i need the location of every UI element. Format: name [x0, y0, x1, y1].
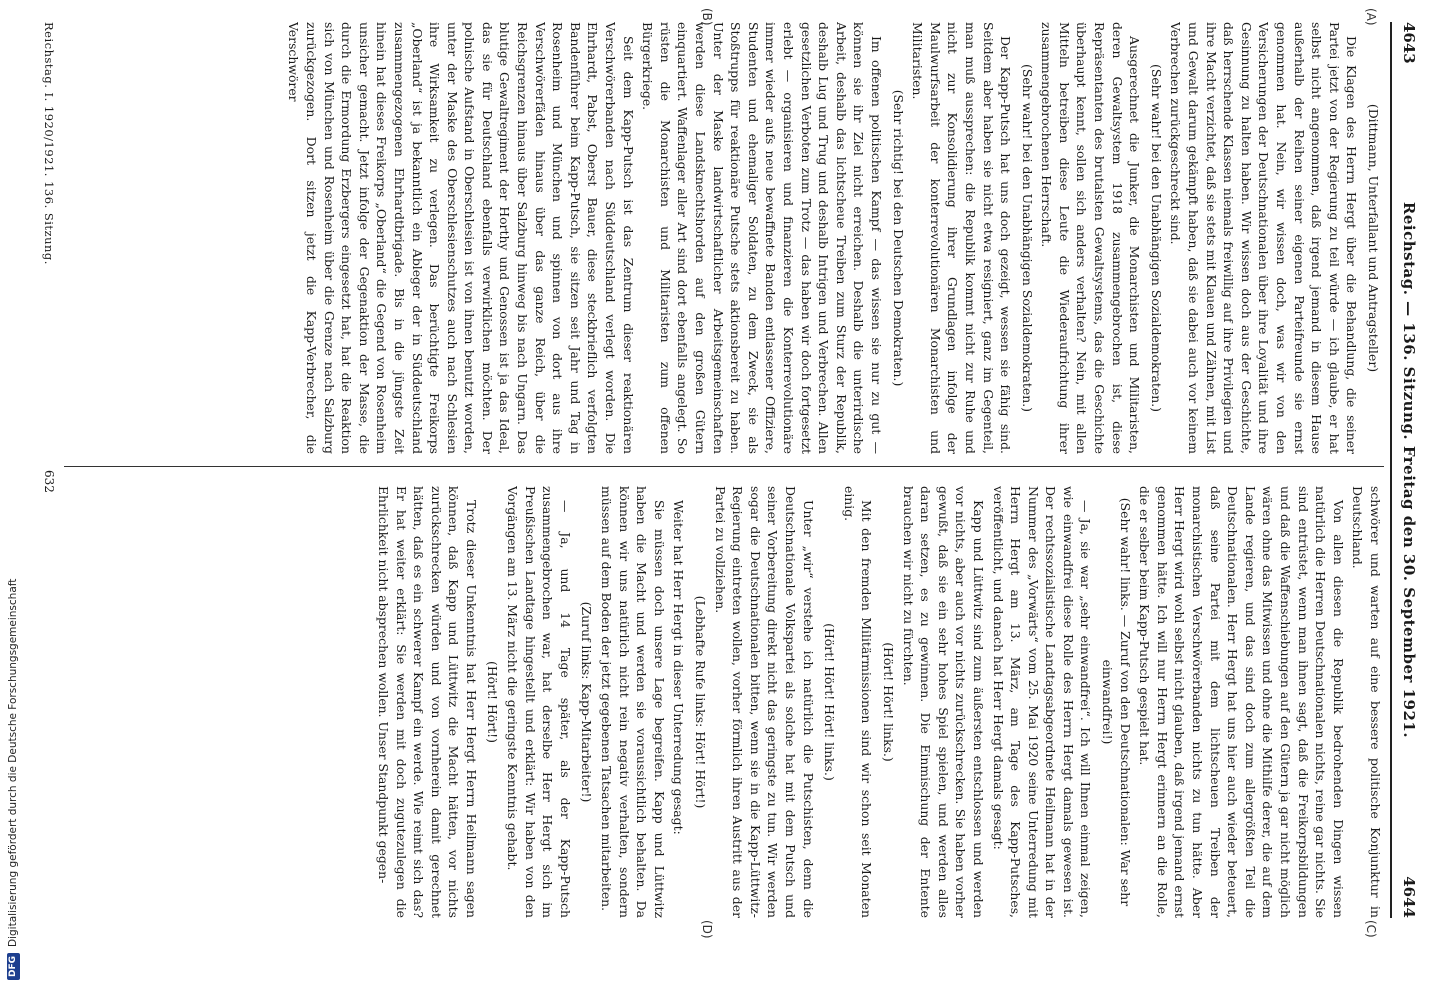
quotation: Sie müssen doch unsere Lage begreifen. Kapp und Lüttwitz haben die Macht und werden sie voraussichtlich behalten. Da können wir uns natürlich nicht rein negativ verhalten, sondern müssen auf dem Boden der jetzt gegebenen Tatsachen mitarbeiten. — [599, 486, 667, 918]
interjection: (Sehr wahr! links. — Zuruf von den Deutschnationalen: War sehr einwandfrei!) — [1100, 497, 1133, 907]
interjection: (Hört! Hört!) — [485, 661, 501, 743]
header-title: Reichstag. — 136. Sitzung. Freitag den 30. September 1921. — [1400, 201, 1418, 739]
interjection: (Lebhafte Rufe links: Hört! Hört!) — [693, 595, 709, 809]
footer-page-number: 632 — [42, 470, 56, 493]
paragraph: Die Klagen des Herrn Hergt über die Behandlung, die seiner Partei jetzt von der Regierung zu teil würde — ich glaube, er hat selbst nicht angenommen, daß irgend jemand in diesem Hause außerhalb der Reihen seiner eigenen Parteifreunde sie ernst genommen hat. Nein, wir wissen doch, was wir von den Versicherungen der Deutschnationalen über ihre Loyalität und ihre Gesinnung zu halten haben. Wir wissen doch aus der Geschichte, daß herrschende Klassen niemals freiwillig auf ihre Privilegien und ihre Macht verzichtet, daß sie stets mit Klauen und Zähnen, mit List und Gewalt darum gekämpft haben, daß sie dabei auch vor keinem Verbrechen zurückgeschreckt sind. — [1168, 22, 1360, 454]
paragraph: — Ja, sie war „sehr einwandfrei“. Ich will Ihnen einmal zeigen, wie einwandfrei diese Rolle des Herrn Hergt damals gewesen ist. Der rechtssozialistische Landtagsabgeordnete Heilmann hat in der Nummer des „Vorwärts“ vom 25. Mai 1920 seine Unterredung mit Herrn Hergt am 13. März, am Tage des Kapp-Putsches, veröffentlicht, und danach hat Herr Hergt damals gesagt: — [990, 486, 1094, 918]
paragraph: schwörer und warten auf eine bessere politische Konjunktur in Deutschland. — [1350, 486, 1383, 918]
paragraph: Weiter hat Herr Hergt in dieser Unterredung gesagt: — [671, 500, 687, 835]
quotation: Kapp und Lüttwitz sind zum äußersten entschlossen und werden vor nichts, aber auch vor nichts zurückschrecken. Sie haben vorher gewußt, daß sie ein sehr hohes Spiel spielen, und werden alles daran setzen, es zu gewinnen. Die Einmischung der Entente brauchen wir nicht zu fürchten. — [900, 486, 986, 918]
credit-text: Digitalisierung gefördert durch die Deutsche Forschungsgemeinschaft — [7, 578, 19, 947]
interjection: (Zuruf links: Kapp-Mitarbeiter!) — [579, 601, 595, 803]
margin-marker-a: (A) — [1364, 8, 1378, 26]
paragraph: Von allen diesen die Republik bedrohenden Dingen wissen natürlich die Herren Deutschnationalen nichts, reine gar nichts. Sie sind entrüstet, wenn man ihnen sagt, daß die Freikorpsbildungen und daß die Waffenschiebungen auf den Gütern ja gar nicht möglich wären ohne das Mitwissen und ohne die Mithilfe derer, die auf dem Lande regieren, und das sind doch zum allergrößten Teil die Deutschnationalen. Herr Hergt hat uns hier auch wieder beteuert, daß seine Partei mit dem lichtscheuen Treiben der monarchistischen Verschwörerbanden nichts zu tun hätte. Aber Herr Hergt wird wohl selbst nicht glauben, daß irgend jemand ernst genommen hätte. Ich will nur Herrn Hergt erinnern an die Rolle, die er selber beim Kapp-Putsch gespielt hat. — [1137, 486, 1346, 918]
footer-citation: Reichstag. I. 1920/1921. 136. Sitzung. — [42, 22, 56, 265]
text-column-right — [64, 486, 1384, 918]
column-divider — [64, 466, 1384, 467]
interjection: (Hört! Hört! links.) — [880, 642, 896, 762]
paragraph: Seit dem Kapp-Putsch ist das Zentrum dieser reaktionären Verschwörerbanden nach Süddeutschland verlegt worden. Die Ehrhardt, Pabst, Oberst Bauer, diese steckbrieflich verfolgten Bandenführer beim Kapp-Putsch, sie sitzen seit Jahr und Tag in Rosenheim und München und spinnen von dort aus ihre Verschwörerfäden hinaus über das ganze Reich, über die Reichsgrenzen hinaus über Salzburg hinweg bis nach Ungarn. Das blutige Gewaltregiment der Horthy und Genossen ist ja das Ideal, das sie für Deutschland ebenfalls verwirklichen möchten. Der polnische Aufstand in Oberschlesien ist von ihnen benutzt worden, unter der Maske des Oberschlesienschutzes auch nach Schlesien ihre Wirksamkeit zu verlegen. Das berüchtigte Freikorps „Oberland“ ist ja bekanntlich ein Ableger der in Süddeutschland zusammengezogenen Ehrhardtbrigade. Bis in die jüngste Zeit hinein hat dieses Freikorps „Oberland“ die Gegend von Rosenheim unsicher gemacht. Jetzt infolge der Gegenaktion der Masse, die durch die Ermordung Erzbergers eingesetzt hat, hat die Reaktion sich von München und Rosenheim über die Grenze nach Salzburg zurückgezogen. Dort sitzen jetzt die Kapp-Verbrecher, die Verschwörer — [286, 22, 636, 454]
digitization-credit — [4, 20, 22, 980]
paragraph: Der Kapp-Putsch hat uns doch gezeigt, wessen sie fähig sind. Seitdem aber haben sie nicht etwa resigniert, ganz im Gegenteil, man muß aussprechen: die Republik kommt nicht zur Ruhe und nicht zur Konsolidierung ihrer Grundlagen infolge der Maulwurfsarbeit der konterrevolutionären Monarchisten und Militaristen. — [910, 22, 1014, 454]
quotation: Mit den fremden Militärmissionen sind wir schon seit Monaten einig. — [841, 486, 875, 918]
page-number-right: 4644 — [1400, 876, 1418, 918]
paragraph: — Ja, und 14 Tage später, als der Kapp-Putsch zusammengebrochen war, hat derselbe Herr Hergt sich im Preußischen Landtage hingestellt und erklärt: Wir haben von den Vorgängen am 13. März nicht die geringste Kenntnis gehabt. — [505, 486, 573, 918]
paragraph: Im offenen politischen Kampf — das wissen sie nur zu gut — können sie ihr Ziel nicht erreichen. Deshalb die unterirdische Arbeit, deshalb das lichtscheue Treiben zum Sturz der Republik, deshalb Lug und Trug und deshalb Intrigen und Verbrechen. Allen gesetzlichen Verboten zum Trotz — das haben wir doch fortgesetzt erlebt — organisieren und finanzieren die Konterrevolutionäre immer wieder aufs neue bewaffnete Banden entlassener Offiziere, Studenten und ehemaliger Soldaten, zu dem Zweck, sie als Stoßtrupps für reaktionäre Putsche stets aktionsbereit zu haben. Unter der Maske landwirtschaftlicher Arbeitsgemeinschaften werden diese Landsknechtshorden auf den großen Gütern einquartiert. Waffenlager aller Art sind dort ebenfalls angelegt. So rüsten die Monarchisten und Militaristen zum offenen Bürgerkriege. — [640, 22, 884, 454]
text-column-left — [64, 22, 1384, 454]
interjection: (Hört! Hört! Hört! links.) — [822, 623, 838, 781]
header-rule — [1390, 22, 1392, 918]
dfg-logo: DFG — [7, 953, 20, 980]
paragraph: Ausgerechnet die Junker, die Monarchisten und Militaristen, deren Gewaltsystem 1918 zusammengebrochen ist, diese Repräsentanten des brutalsten Gewaltsystems, das die Geschichte überhaupt kennt, sollen sich anders verhalten? Nein, mit allen Mitteln betreiben diese Leute die Wiederaufrichtung ihrer zusammengebrochenen Herrschaft. — [1039, 22, 1143, 454]
paragraph: Trotz dieser Unkenntnis hat Herr Hergt Herrn Heilmann sagen können, daß Kapp und Lüttwitz die Macht hätten, vor nichts zurückschrecken würden und von vornherein damit gerechnet hätten, daß es ein schwerer Kampf ein werde. Wie reimt sich das? Er hat weiter erklärt: Sie werden mit doch zugutezulegen die Ehrlichkeit nicht absprechen wollen. Unser Standpunkt gegen- — [375, 486, 479, 918]
running-header — [1392, 22, 1418, 918]
interjection: (Sehr wahr! bei den Unabhängigen Sozialdemokraten.) — [1148, 64, 1164, 412]
margin-marker-b: (B) — [700, 8, 714, 26]
interjection: (Sehr wahr! bei den Unabhängigen Sozialdemokraten.) — [1019, 64, 1035, 412]
margin-marker-c: (C) — [1364, 920, 1378, 938]
page-number-left: 4643 — [1400, 22, 1418, 64]
paragraph: Unter „wir“ verstehe ich natürlich die Putschisten, denn die Deutschnationale Volkspartei als solche hat mit dem Putsch und seiner Vorbereitung direkt nicht das geringste zu tun. Wir werden sogar die Deutschnationalen bitten, wenn sie in die Kapp-Lüttwitz-Regierung eintreten wollen, vorher förmlich ihren Austritt aus der Partei zu vollziehen. — [712, 486, 816, 918]
margin-marker-d: (D) — [700, 920, 714, 939]
speaker-line: (Dittmann, Unterfallant und Antragsteller) — [1366, 103, 1381, 373]
interjection: (Sehr richtig! bei den Deutschen Demokraten.) — [890, 89, 906, 387]
